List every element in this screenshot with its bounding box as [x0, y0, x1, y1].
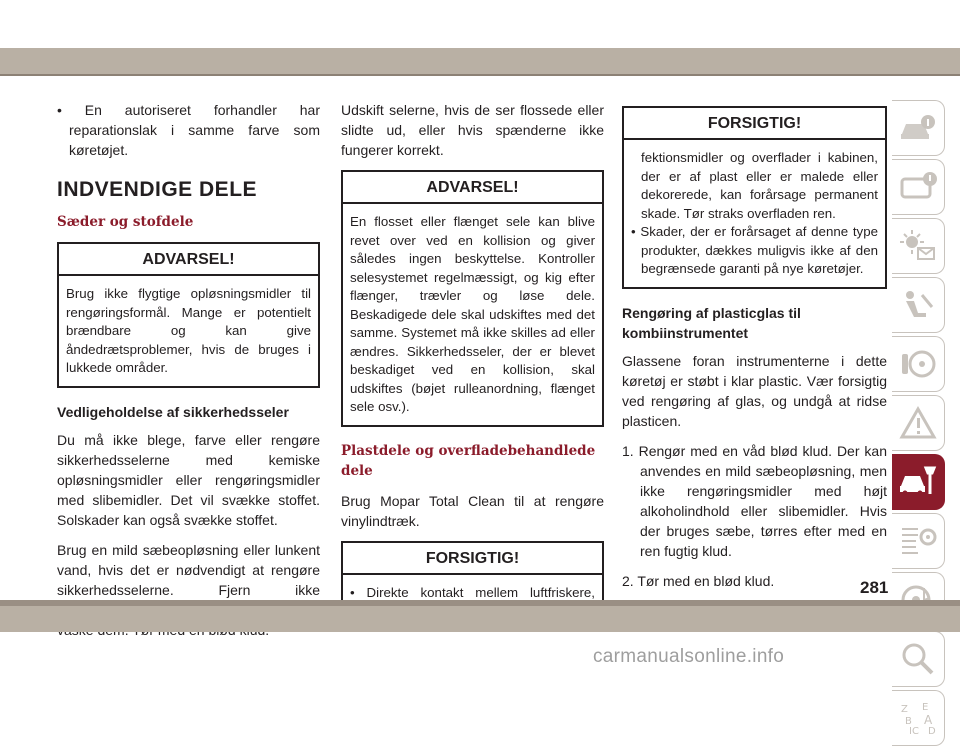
tab-search[interactable]	[892, 631, 945, 687]
step-item: 1. Rengør med en våd blød klud. Der kan anvendes en mild sæbeopløsning, men ikke rengøringsmidler med højt alkoholindhold eller slibemidler. Hvis der bruges sæbe, tørres efter med en ren fugtig klud.	[622, 442, 887, 559]
light-message-icon	[898, 228, 938, 264]
tab-index[interactable]	[892, 690, 945, 746]
svg-text:B: B	[905, 716, 912, 727]
dashboard-alert-icon	[898, 169, 938, 205]
top-band	[0, 0, 960, 74]
tab-servicing-maintenance[interactable]	[892, 454, 945, 510]
steering-wheel-icon	[898, 346, 938, 382]
top-band-line	[0, 74, 960, 76]
warning-title: ADVARSEL!	[343, 172, 602, 204]
search-icon	[898, 641, 938, 677]
paragraph: Brug en mild sæbeopløsning eller lunkent vand, hvis det er nødvendigt at rengøre sikkerhedsselerne. Fjern ikke	[57, 541, 320, 598]
tab-technical-specs[interactable]	[892, 513, 945, 569]
svg-text:IC: IC	[909, 726, 919, 736]
caution-title: FORSIGTIG!	[624, 108, 885, 140]
watermark: carmanualsonline.info	[593, 646, 785, 667]
tab-lights-messages[interactable]	[892, 218, 945, 274]
top-band-stripe	[0, 48, 960, 74]
list-gear-icon	[898, 523, 938, 559]
warning-text: En flosset eller flænget sele kan blive revet over ved en kollision og giver således ingen beskyttelse. Kontroller selesystemet regelmæssigt, og kig efter flænger, trævler og løse dele. Beskadigede dele skal udskiftes med det samme. Systemet må ikke skilles ad eller ændres. Sikkerhedsseler, der er blevet beskadiget ved en kollision, skal udskiftes (bøjet rulleanordning, flænget sele osv.).	[350, 214, 595, 414]
svg-text:A: A	[924, 713, 933, 727]
car-wrench-icon	[898, 464, 938, 500]
subsection-title: Sæder og stofdele	[57, 214, 194, 230]
subsection-title: Plastdele og overfladebehandlede dele	[341, 442, 596, 479]
paragraph: Udskift selerne, hvis de ser flossede eller slidte ud, eller hvis spænderne ikke fungerer korrekt.	[341, 102, 604, 158]
bottom-band	[0, 600, 960, 632]
paragraph: Brug Mopar Total Clean til at rengøre vinylindtræk.	[341, 492, 604, 529]
paragraph: Glassene foran instrumenterne i dette køretøj er støbt i klar plastic. Vær forsigtig ved rengøring af glas, og undgå at ridse plasticen.	[622, 352, 887, 429]
section-title: INDVENDIGE DELE	[57, 178, 258, 201]
svg-text:E: E	[922, 702, 929, 713]
warning-box	[57, 242, 320, 388]
paragraph: Du må ikke blege, farve eller rengøre sikkerhedsselerne med kemiske opløsningsmidler eller rengøringsmidler med slibemidler. Det vil svække stoffet. Solskader kan også svække stoffet.	[57, 431, 320, 528]
svg-text:D: D	[928, 726, 936, 736]
tab-car-info[interactable]	[892, 100, 945, 156]
caution-bullet: • Skader, der er forårsaget af denne type produkter, dækkes muligvis ikke af den begrænsede garanti på nye køretøjer.	[631, 224, 878, 276]
column-3	[622, 106, 887, 601]
caution-bullet: • Direkte kontakt mellem luftfriskere,	[350, 584, 595, 600]
bullet-text: • En autoriseret forhandler har reparationslak i samme farve som køretøjet.	[57, 102, 320, 158]
step-item: 2. Tør med en blød klud.	[622, 572, 775, 589]
svg-text:Z: Z	[901, 704, 908, 715]
caution-title: FORSIGTIG!	[343, 543, 602, 575]
heading: Rengøring af plasticglas til kombiinstrumentet	[622, 304, 801, 341]
page-number: 281	[860, 578, 889, 597]
chapter-tabs	[892, 100, 948, 749]
warning-title: ADVARSEL!	[59, 244, 318, 276]
warning-text: Brug ikke flygtige opløsningsmidler til rengøringsformål. Mange er potentielt brændbare og kan give åndedrætsproblemer, hvis de bruges i lukkede områder.	[66, 286, 311, 375]
caution-box	[622, 106, 887, 289]
bottom-band-line	[0, 600, 960, 606]
caution-continued: fektionsmidler og overflader i kabinen, der er af plast eller er malede eller dekorerede, kan forårsage permanent skade. Tør straks overfladen ren.	[641, 150, 878, 221]
tab-emergency[interactable]	[892, 395, 945, 451]
alphabet-index-icon	[898, 700, 938, 736]
tab-safety[interactable]	[892, 277, 945, 333]
tab-dashboard[interactable]	[892, 159, 945, 215]
warning-triangle-icon	[898, 405, 938, 441]
tab-starting-operating[interactable]	[892, 336, 945, 392]
column-2	[341, 100, 604, 645]
warning-box	[341, 170, 604, 427]
heading: Vedligeholdelse af sikkerhedsseler	[57, 403, 289, 420]
car-info-icon	[898, 110, 938, 146]
column-1	[57, 100, 320, 650]
seat-airbag-icon	[898, 287, 938, 323]
